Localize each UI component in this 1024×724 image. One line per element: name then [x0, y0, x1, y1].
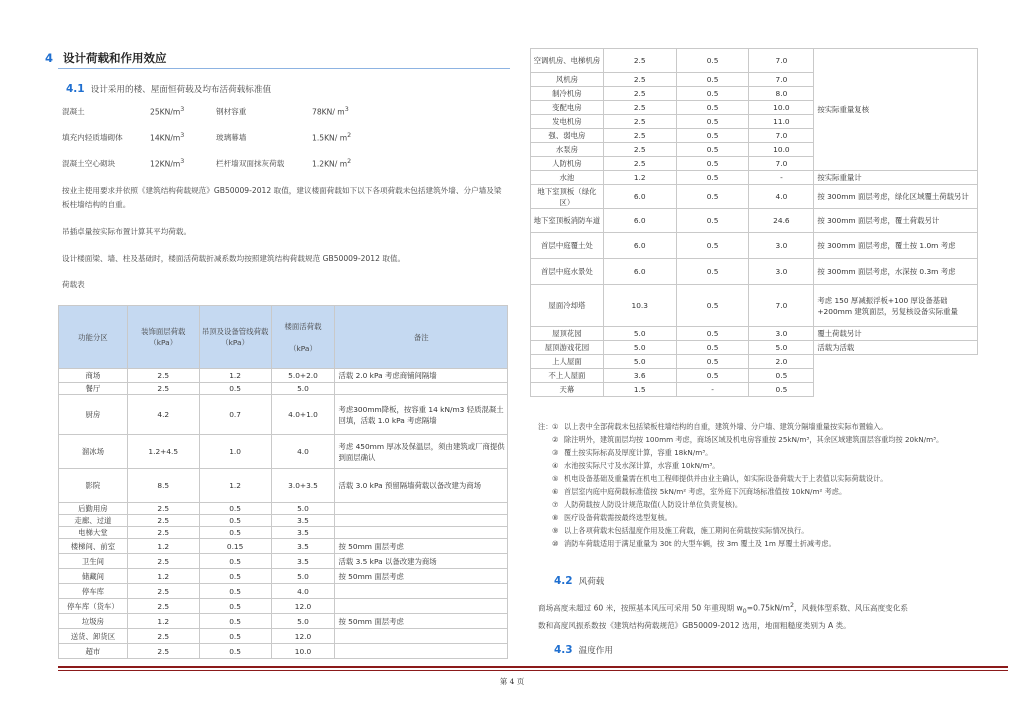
cell-finish: 2.5 — [127, 629, 199, 644]
note-item — [538, 446, 1008, 459]
note-mark: ⑨ — [552, 526, 559, 535]
material-value — [150, 158, 184, 169]
cell-finish: 2.5 — [603, 73, 676, 87]
cell-zone: 屋顶花园 — [531, 327, 604, 341]
cell-ceiling: 0.5 — [676, 209, 749, 233]
cell-zone: 停车库 — [59, 584, 128, 599]
cell-ceiling: 0.5 — [199, 584, 271, 599]
cell-ceiling: 0.15 — [199, 539, 271, 554]
cell-finish: 2.5 — [603, 115, 676, 129]
table-row — [59, 369, 508, 383]
cell-live: 7.0 — [749, 285, 814, 327]
cell-note: 按 50mm 面层考虑 — [335, 539, 508, 554]
material-value — [150, 132, 184, 143]
note-item — [538, 498, 1008, 511]
note-mark: ④ — [552, 461, 559, 470]
cell-live: 8.0 — [749, 87, 814, 101]
cell-finish: 2.5 — [603, 143, 676, 157]
cell-zone: 地下室顶板消防车道 — [531, 209, 604, 233]
note-lead — [538, 498, 552, 511]
cell-finish: 1.2 — [127, 539, 199, 554]
material-value-text: 14KN/m — [150, 133, 181, 143]
material-value-text: 1.5KN/ m — [312, 133, 348, 143]
cell-live: 7.0 — [749, 157, 814, 171]
cell-zone: 不上人屋面 — [531, 369, 604, 383]
wind-paragraph: 商场高度未超过 60 米，按照基本风压可采用 50 年重现期 $w_0=0.75kN/m^2$，风载体型系数、风压高度变化系 数和高度风振系数按《建筑结构荷载规范》GB50009-2012 选用，地面粗糙度类别为 A 类。 — [538, 602, 908, 631]
note-text: 人防荷载按人防设计规范取值(人防设计单位负责复核)。 — [564, 500, 743, 509]
note-mark: ③ — [552, 448, 559, 457]
cell-finish: 6.0 — [603, 209, 676, 233]
cell-ceiling: 1.0 — [199, 435, 271, 469]
cell-live: 4.0+1.0 — [271, 395, 335, 435]
table-row — [59, 395, 508, 435]
cell-ceiling: 0.5 — [676, 73, 749, 87]
header-live: 楼面活荷载 （kPa） — [271, 306, 335, 369]
note-item — [538, 420, 1008, 433]
table-row — [59, 569, 508, 584]
cell-live: 10.0 — [749, 143, 814, 157]
table-row — [59, 435, 508, 469]
material-value — [312, 132, 351, 143]
cell-note — [335, 527, 508, 539]
load-standard-paragraph: 按业主使用要求并依照《建筑结构荷载规范》GB50009-2012 取值，建议楼面荷载如下以下各项荷载未包括建筑外墙、分户墙及梁板柱墙结构的自重。 — [62, 186, 502, 209]
cell-ceiling: 1.2 — [199, 369, 271, 383]
material-value-unit-exp: 3 — [180, 158, 185, 165]
cell-zone: 人防机房 — [531, 157, 604, 171]
note-lead — [538, 459, 552, 472]
cell-live: 5.0 — [271, 569, 335, 584]
material-value — [312, 106, 349, 117]
cell-note: 考虑300mm降板，按容重 14 kN/m3 轻质混凝土回填，活载 1.0 kPa 考虑隔墙 — [335, 395, 508, 435]
cell-live: 5.0 — [271, 383, 335, 395]
table-row — [59, 599, 508, 614]
cell-ceiling: 0.5 — [676, 101, 749, 115]
note-lead — [538, 446, 552, 459]
note-item — [538, 433, 1008, 446]
cell-finish: 8.5 — [127, 469, 199, 503]
cell-ceiling: 0.5 — [199, 569, 271, 584]
cell-finish: 1.2 — [127, 569, 199, 584]
cell-zone: 发电机房 — [531, 115, 604, 129]
subsection-4-1: 4.1 设计采用的楼、屋面恒荷载及均布活荷载标准值 — [66, 83, 272, 95]
cell-zone: 地下室顶板（绿化区） — [531, 185, 604, 209]
cell-note-empty — [814, 383, 978, 397]
material-value-unit-exp: 3 — [180, 132, 185, 139]
material-name: 栏杆墙双面抹灰荷载 — [216, 159, 285, 168]
cell-note: 活载为活载 — [814, 341, 978, 355]
cell-ceiling: 0.5 — [676, 115, 749, 129]
note-mark: ⑧ — [552, 513, 559, 522]
cell-note: 按 300mm 面层考虑，覆土按 1.0m 考虑 — [814, 233, 978, 259]
cell-live: 12.0 — [271, 629, 335, 644]
cell-zone: 走廊、过道 — [59, 515, 128, 527]
table-row — [531, 355, 978, 369]
cell-zone: 屋顶游戏花园 — [531, 341, 604, 355]
table-row — [531, 285, 978, 327]
cell-live: 4.0 — [271, 435, 335, 469]
table-row — [59, 554, 508, 569]
cell-ceiling: 0.5 — [676, 355, 749, 369]
header-note: 备注 — [335, 306, 508, 369]
material-name: 钢材容重 — [216, 107, 247, 116]
note-mark: ⑤ — [552, 474, 559, 483]
cell-live: 7.0 — [749, 49, 814, 73]
cell-ceiling: 0.5 — [676, 171, 749, 185]
cell-note: 覆土荷载另计 — [814, 327, 978, 341]
section-heading: 4 设计荷载和作用效应 — [45, 51, 167, 65]
cell-finish: 5.0 — [603, 327, 676, 341]
cell-zone: 空调机房、电梯机房 — [531, 49, 604, 73]
reduction-paragraph: 设计楼面梁、墙、柱及基础时，楼面活荷载折减系数均按照建筑结构荷载规范 GB50009-2012 取值。 — [62, 254, 406, 263]
cell-finish: 2.5 — [127, 383, 199, 395]
cell-live: 3.0 — [749, 327, 814, 341]
note-item — [538, 485, 1008, 498]
cell-finish: 3.6 — [603, 369, 676, 383]
cell-live: 10.0 — [749, 101, 814, 115]
cell-note — [335, 383, 508, 395]
cell-ceiling: 0.5 — [676, 285, 749, 327]
cell-ceiling: 0.5 — [199, 515, 271, 527]
cell-finish: 2.5 — [127, 503, 199, 515]
cell-finish: 1.2 — [127, 614, 199, 629]
note-lead — [538, 433, 552, 446]
subsection-4-3: 4.3 温度作用 — [554, 644, 613, 656]
cell-finish: 2.5 — [603, 157, 676, 171]
cell-zone: 厨房 — [59, 395, 128, 435]
note-text: 消防车荷载适用于满足重量为 30t 的大型车辆，按 3m 覆土及 1m 厚覆土折减考虑。 — [564, 539, 836, 548]
cell-ceiling: 0.5 — [199, 503, 271, 515]
note-text: 除注明外，建筑面层均按 100mm 考虑，商场区域及机电房容重按 25kN/m³，其余区域建筑面层容重均按 20kN/m³。 — [564, 435, 944, 444]
cell-live: 3.5 — [271, 515, 335, 527]
cell-note: 按 50mm 面层考虑 — [335, 569, 508, 584]
cell-finish: 2.5 — [127, 599, 199, 614]
cell-zone: 天幕 — [531, 383, 604, 397]
cell-ceiling: 0.5 — [676, 341, 749, 355]
material-name: 混凝土空心砌块 — [62, 159, 116, 168]
cell-live: 5.0 — [271, 503, 335, 515]
cell-finish: 5.0 — [603, 355, 676, 369]
table-row — [59, 584, 508, 599]
cell-ceiling: 0.5 — [199, 629, 271, 644]
cell-live: 7.0 — [749, 129, 814, 143]
note-mark: ⑦ — [552, 500, 559, 509]
cell-live: - — [749, 171, 814, 185]
note-mark: ⑥ — [552, 487, 559, 496]
cell-finish: 2.5 — [127, 554, 199, 569]
ceiling-load-paragraph: 吊插卓量按实际布置计算其平均荷载。 — [62, 227, 192, 236]
table-row — [59, 527, 508, 539]
material-value — [150, 106, 184, 117]
cell-ceiling: 0.5 — [199, 614, 271, 629]
cell-zone: 首层中庭覆土处 — [531, 233, 604, 259]
table-row — [531, 49, 978, 73]
material-name: 填充内轻质墙砌体 — [62, 133, 123, 142]
note-item — [538, 524, 1008, 537]
cell-live: 0.5 — [749, 369, 814, 383]
cell-live: 10.0 — [271, 644, 335, 659]
cell-ceiling: 0.5 — [676, 233, 749, 259]
cell-zone: 强、弱电房 — [531, 129, 604, 143]
table-row — [531, 341, 978, 355]
note-lead: 注： — [538, 422, 553, 431]
cell-zone: 后勤用房 — [59, 503, 128, 515]
cell-note: 按实际重量复核 — [814, 49, 978, 171]
material-value-text: 12KN/m — [150, 159, 181, 169]
cell-finish: 2.5 — [127, 515, 199, 527]
subsection-4-2: 4.2 风荷载 — [554, 575, 605, 587]
cell-ceiling: 0.5 — [676, 49, 749, 73]
note-mark: ① — [552, 422, 559, 431]
cell-live: 2.0 — [749, 355, 814, 369]
cell-live: 3.0+3.5 — [271, 469, 335, 503]
cell-zone: 影院 — [59, 469, 128, 503]
cell-live: 11.0 — [749, 115, 814, 129]
note-item — [538, 537, 1008, 550]
cell-zone: 餐厅 — [59, 383, 128, 395]
cell-zone: 溜冰场 — [59, 435, 128, 469]
cell-note-empty — [814, 369, 978, 383]
cell-zone: 商场 — [59, 369, 128, 383]
cell-live: 5.0 — [749, 341, 814, 355]
cell-ceiling: 0.5 — [676, 157, 749, 171]
cell-ceiling: 0.5 — [676, 259, 749, 285]
table-row — [531, 233, 978, 259]
section-rule — [58, 68, 510, 69]
table-row — [59, 383, 508, 395]
note-lead — [538, 511, 552, 524]
cell-finish: 1.2+4.5 — [127, 435, 199, 469]
cell-finish: 6.0 — [603, 259, 676, 285]
material-value — [312, 158, 351, 169]
cell-zone: 水泵房 — [531, 143, 604, 157]
cell-ceiling: 0.5 — [676, 143, 749, 157]
cell-zone: 水池 — [531, 171, 604, 185]
header-ceiling: 吊顶及设备管线荷载（kPa） — [199, 306, 271, 369]
cell-note — [335, 629, 508, 644]
note-lead — [538, 472, 552, 485]
cell-zone: 送货、卸货区 — [59, 629, 128, 644]
cell-finish: 2.5 — [127, 584, 199, 599]
cell-zone: 停车库（货车） — [59, 599, 128, 614]
cell-note: 活载 2.0 kPa 考虑商铺间隔墙 — [335, 369, 508, 383]
table-notes — [538, 420, 1008, 550]
note-text: 以上各项荷载未包括温度作用及施工荷载，施工期间在荷载按实际情况执行。 — [564, 526, 809, 535]
cell-ceiling: - — [676, 383, 749, 397]
cell-ceiling: 0.5 — [676, 327, 749, 341]
cell-live: 3.0 — [749, 233, 814, 259]
table-row — [59, 469, 508, 503]
cell-ceiling: 0.5 — [199, 599, 271, 614]
note-lead — [538, 485, 552, 498]
note-text: 机电设备基础及重量需在机电工程师提供并由业主确认，如实际设备荷载大于上表值以实际荷载设计。 — [564, 474, 888, 483]
note-text: 水池按实际尺寸及水深计算，水容重 10kN/m³。 — [564, 461, 720, 470]
note-text: 首层室内庭中庭荷载标准值按 5kN/m² 考虑，室外庭下沉商场标准值按 10kN/m² 考虑。 — [564, 487, 847, 496]
cell-zone: 首层中庭水景处 — [531, 259, 604, 285]
cell-ceiling: 0.5 — [676, 87, 749, 101]
cell-finish: 1.5 — [603, 383, 676, 397]
cell-finish: 10.3 — [603, 285, 676, 327]
cell-note: 活载 3.0 kPa 预留隔墙荷载以备改建为商场 — [335, 469, 508, 503]
cell-note: 按 300mm 面层考虑，覆土荷载另计 — [814, 209, 978, 233]
cell-ceiling: 1.2 — [199, 469, 271, 503]
cell-finish: 2.5 — [603, 49, 676, 73]
cell-note: 考虑 150 厚减振浮板+100 厚设备基础+200mm 建筑面层，另复核设备实际重量 — [814, 285, 978, 327]
cell-zone: 卫生间 — [59, 554, 128, 569]
cell-finish: 4.2 — [127, 395, 199, 435]
load-table-part2 — [530, 48, 978, 397]
cell-note: 按 50mm 面层考虑 — [335, 614, 508, 629]
cell-live: 7.0 — [749, 73, 814, 87]
material-value-unit-exp: 3 — [344, 106, 349, 113]
table-row — [59, 629, 508, 644]
table-row — [531, 209, 978, 233]
load-table-caption: 荷载表 — [62, 280, 85, 289]
table-row — [531, 259, 978, 285]
table-row — [59, 644, 508, 659]
cell-note — [335, 599, 508, 614]
note-text: 以上表中全部荷载未包括梁板柱墙结构的自重，建筑外墙、分户墙、建筑分隔墙重量按实际布置输入。 — [564, 422, 888, 431]
table-row — [531, 327, 978, 341]
cell-note — [335, 515, 508, 527]
load-table-part1 — [58, 305, 508, 659]
cell-finish: 6.0 — [603, 185, 676, 209]
cell-finish: 2.5 — [603, 129, 676, 143]
cell-live: 5.0 — [271, 614, 335, 629]
cell-live: 3.5 — [271, 539, 335, 554]
cell-ceiling: 0.5 — [676, 185, 749, 209]
cell-finish: 5.0 — [603, 341, 676, 355]
material-value-unit-exp: 2 — [347, 158, 352, 165]
table-row — [59, 503, 508, 515]
note-lead — [538, 524, 552, 537]
note-item — [538, 511, 1008, 524]
cell-live: 3.5 — [271, 527, 335, 539]
cell-zone: 电梯大堂 — [59, 527, 128, 539]
note-mark: ⑩ — [552, 539, 559, 548]
note-text: 覆土按实际标高及厚度计算，容重 18kN/m³。 — [564, 448, 713, 457]
note-item — [538, 459, 1008, 472]
cell-note: 按 300mm 面层考虑，绿化区域覆土荷载另计 — [814, 185, 978, 209]
footer-rule — [58, 666, 1008, 668]
note-mark: ② — [552, 435, 559, 444]
cell-note — [335, 644, 508, 659]
cell-note: 按实际重量计 — [814, 171, 978, 185]
cell-live: 4.0 — [271, 584, 335, 599]
material-value-unit-exp: 2 — [347, 132, 352, 139]
cell-finish: 2.5 — [603, 87, 676, 101]
cell-finish: 2.5 — [603, 101, 676, 115]
cell-finish: 6.0 — [603, 233, 676, 259]
cell-zone: 垃圾房 — [59, 614, 128, 629]
table-row — [59, 515, 508, 527]
table-row — [531, 369, 978, 383]
header-zone: 功能分区 — [59, 306, 128, 369]
cell-ceiling: 0.5 — [676, 129, 749, 143]
table-row — [59, 539, 508, 554]
cell-zone: 风机房 — [531, 73, 604, 87]
note-lead — [538, 537, 552, 550]
cell-live: 3.0 — [749, 259, 814, 285]
cell-zone: 屋面冷却塔 — [531, 285, 604, 327]
footer-rule-thin — [58, 670, 1008, 671]
material-name: 玻璃幕墙 — [216, 133, 247, 142]
cell-finish: 2.5 — [127, 527, 199, 539]
cell-note: 按 300mm 面层考虑，水深按 0.3m 考虑 — [814, 259, 978, 285]
material-value-unit-exp: 3 — [180, 106, 185, 113]
material-value-text: 1.2KN/ m — [312, 159, 348, 169]
cell-ceiling: 0.5 — [676, 369, 749, 383]
cell-ceiling: 0.5 — [199, 383, 271, 395]
cell-note — [335, 584, 508, 599]
header-finish: 装饰面层荷载（kPa） — [127, 306, 199, 369]
page-number: 第 4 页 — [499, 677, 525, 686]
table-row — [531, 383, 978, 397]
cell-live: 0.5 — [749, 383, 814, 397]
table-row — [59, 614, 508, 629]
cell-live: 12.0 — [271, 599, 335, 614]
cell-zone: 储藏间 — [59, 569, 128, 584]
material-value-text: 78KN/ m — [312, 107, 345, 117]
cell-note-empty — [814, 355, 978, 369]
cell-ceiling: 0.5 — [199, 644, 271, 659]
cell-live: 24.6 — [749, 209, 814, 233]
cell-zone: 超市 — [59, 644, 128, 659]
material-value-text: 25KN/m — [150, 107, 181, 117]
cell-note: 考虑 450mm 厚冰及保温层，须由建筑或厂商提供到面层确认 — [335, 435, 508, 469]
cell-zone: 楼梯间、前室 — [59, 539, 128, 554]
cell-zone: 变配电房 — [531, 101, 604, 115]
cell-zone: 上人屋面 — [531, 355, 604, 369]
note-item — [538, 472, 1008, 485]
cell-ceiling: 0.5 — [199, 527, 271, 539]
table-row — [531, 171, 978, 185]
cell-finish: 2.5 — [127, 644, 199, 659]
material-name: 混凝土 — [62, 107, 85, 116]
cell-note: 活载 3.5 kPa 以备改建为商场 — [335, 554, 508, 569]
cell-ceiling: 0.5 — [199, 554, 271, 569]
cell-finish: 1.2 — [603, 171, 676, 185]
cell-zone: 制冷机房 — [531, 87, 604, 101]
table-row — [531, 185, 978, 209]
cell-live: 3.5 — [271, 554, 335, 569]
cell-finish: 2.5 — [127, 369, 199, 383]
cell-note — [335, 503, 508, 515]
cell-ceiling: 0.7 — [199, 395, 271, 435]
cell-live: 4.0 — [749, 185, 814, 209]
note-text: 医疗设备荷载需按最终选型复核。 — [564, 513, 672, 522]
cell-live: 5.0+2.0 — [271, 369, 335, 383]
